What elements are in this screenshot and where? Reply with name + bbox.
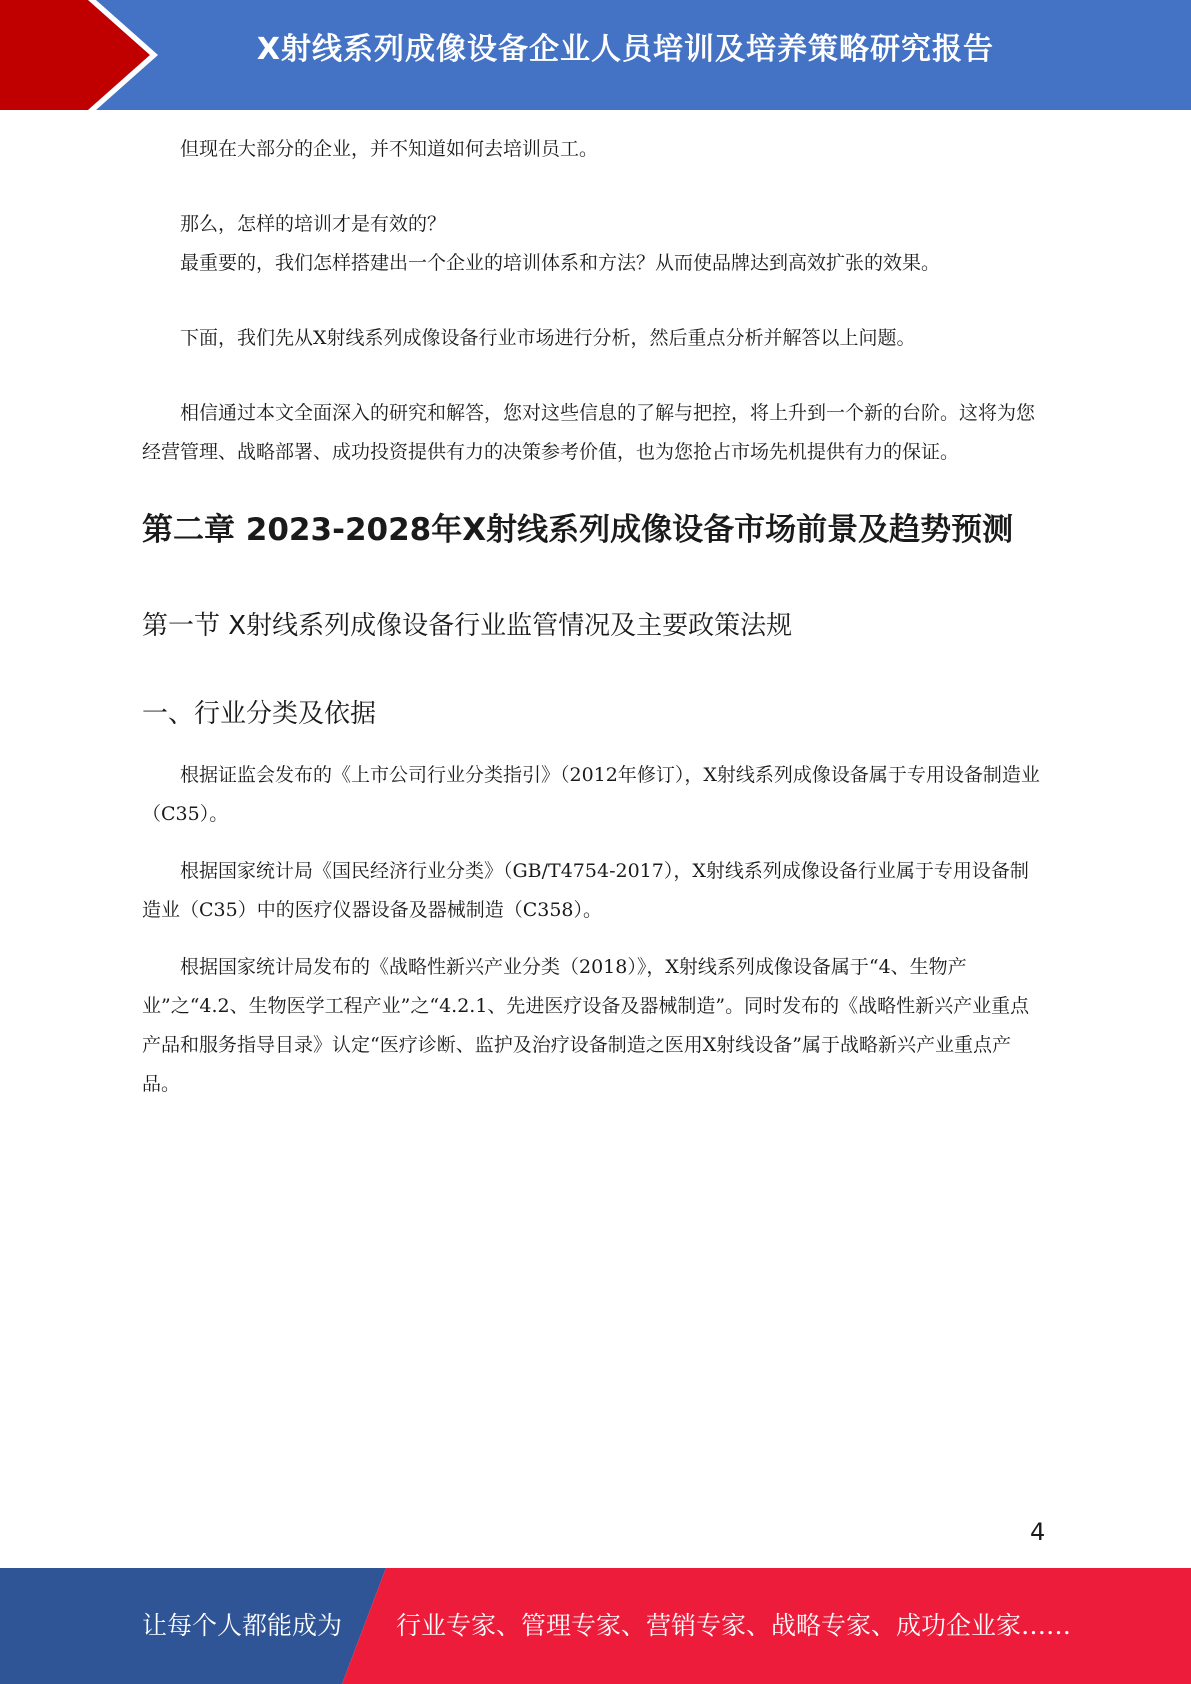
paragraph: 那么，怎样的培训才是有效的？ [180,213,447,235]
section-heading: 第一节 X射线系列成像设备行业监管情况及主要政策法规 [142,611,793,641]
chapter-heading: 第二章 2023-2028年X射线系列成像设备市场前景及趋势预测 [142,512,1014,548]
header-arrow-decoration [0,0,160,110]
page-number: 4 [1030,1518,1046,1546]
paragraph: 根据国家统计局发布的《战略性新兴产业分类（2018）》，X射线系列成像设备属于“4、生物产业”之“4.2、生物医学工程产业”之“4.2.1、先进医疗设备及器械制造”。同时发布的《战略性新兴产业重点产品和服务指导目录》认定“医疗诊断、监护及治疗设备制造之医用X射线设备”属于战略新兴产业重点产品。 [142,956,1030,1095]
header-title: X射线系列成像设备企业人员培训及培养策略研究报告 [256,32,995,67]
paragraph: 根据国家统计局《国民经济行业分类》（GB/T4754-2017），X射线系列成像设备行业属于专用设备制造业（C35）中的医疗仪器设备及器械制造（C358）。 [142,860,1029,921]
paragraph: 但现在大部分的企业，并不知道如何去培训员工。 [180,138,599,160]
footer-banner [0,1568,1191,1684]
footer-slogan-left: 让每个人都能成为 [142,1611,343,1640]
header-banner [0,0,1191,110]
paragraph: 最重要的，我们怎样搭建出一个企业的培训体系和方法？从而使品牌达到高效扩张的效果。 [180,252,941,274]
document-body [142,130,1047,1104]
paragraph: 相信通过本文全面深入的研究和解答，您对这些信息的了解与把控，将上升到一个新的台阶。这将为您经营管理、战略部署、成功投资提供有力的决策参考价值，也为您抢占市场先机提供有力的保证。 [142,402,1036,463]
paragraph: 根据证监会发布的《上市公司行业分类指引》（2012年修订），X射线系列成像设备属于专用设备制造业（C35）。 [142,764,1040,825]
footer-slogan-right: 行业专家、管理专家、营销专家、战略专家、成功企业家…… [396,1611,1072,1640]
subsection-heading: 一、行业分类及依据 [142,699,377,729]
paragraph: 下面，我们先从X射线系列成像设备行业市场进行分析，然后重点分析并解答以上问题。 [180,327,916,349]
